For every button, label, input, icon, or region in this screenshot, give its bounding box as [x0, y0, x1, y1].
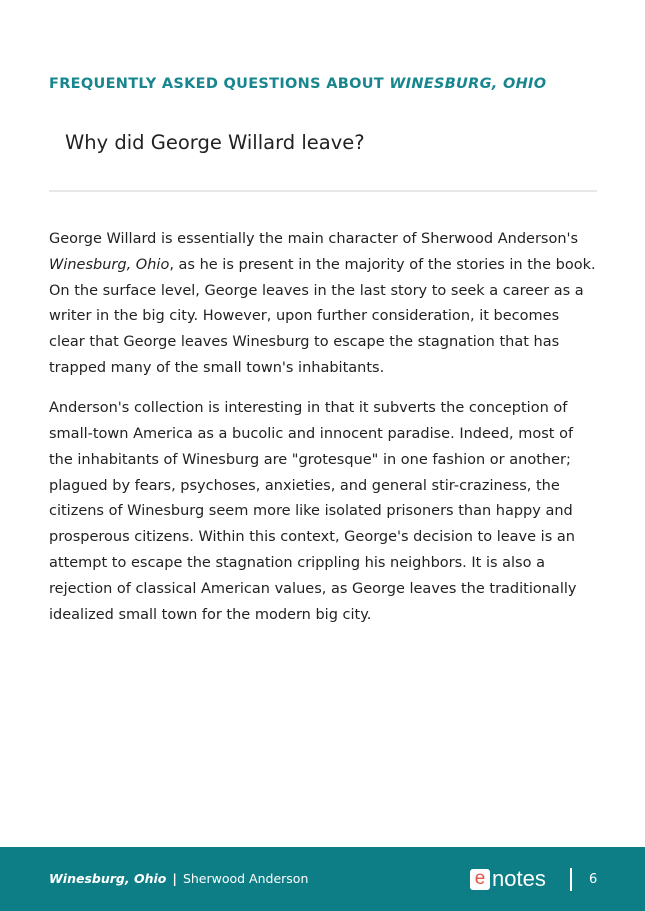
enotes-logo-text: notes: [492, 866, 546, 891]
footer-book-title: Winesburg, Ohio: [49, 871, 167, 886]
answer-line: the inhabitants of Winesburg are "grotesque" in one fashion or another;: [49, 451, 571, 468]
footer-divider: [570, 868, 572, 891]
answer-line: Anderson's collection is interesting in that it subverts the conception of: [49, 400, 568, 417]
answer-line: prosperous citizens. Within this context, George's decision to leave is an: [49, 529, 575, 546]
enotes-logo-e-icon: e: [470, 869, 490, 890]
answer-line: writer in the big city. However, upon further consideration, it becomes: [49, 308, 560, 325]
faq-label-prefix: FREQUENTLY ASKED QUESTIONS ABOUT: [49, 76, 390, 92]
answer-line: [49, 253, 609, 279]
answer-line: citizens of Winesburg seem more like isolated prisoners than happy and: [49, 503, 573, 520]
answer-line: attempt to escape the stagnation crippling his neighbors. It is also a: [49, 555, 545, 572]
answer-line-text: , as he is present in the majority of the stories in the book.: [169, 256, 596, 273]
faq-label-book-title: WINESBURG, OHIO: [389, 76, 547, 92]
answer-line: rejection of classical American values, as George leaves the traditionally: [49, 580, 577, 597]
answer-line: idealized small town for the modern big city.: [49, 606, 372, 623]
footer-separator: |: [172, 871, 177, 886]
answer-body: [49, 227, 609, 643]
footer-book-info: [49, 871, 308, 886]
question-heading: Why did George Willard leave?: [65, 131, 365, 154]
answer-line: clear that George leaves Winesburg to escape the stagnation that has: [49, 334, 560, 351]
page-number: 6: [589, 872, 598, 887]
faq-section-label: [49, 76, 546, 92]
page-footer: [0, 847, 645, 911]
answer-paragraph-2: [49, 396, 609, 628]
divider: [49, 190, 597, 192]
answer-line: George Willard is essentially the main character of Sherwood Anderson's: [49, 231, 579, 247]
footer-author: Sherwood Anderson: [182, 871, 309, 886]
answer-line: plagued by fears, psychoses, anxieties, and general stir-craziness, the: [49, 477, 560, 494]
answer-line: small-town America as a bucolic and innocent paradise. Indeed, most of: [49, 426, 574, 443]
book-title-inline: Winesburg, Ohio: [49, 256, 170, 273]
enotes-logo[interactable]: [470, 867, 546, 891]
answer-line: trapped many of the small town's inhabitants.: [49, 359, 385, 376]
answer-line: On the surface level, George leaves in the last story to seek a career as a: [49, 282, 584, 299]
answer-paragraph-1: [49, 227, 609, 382]
